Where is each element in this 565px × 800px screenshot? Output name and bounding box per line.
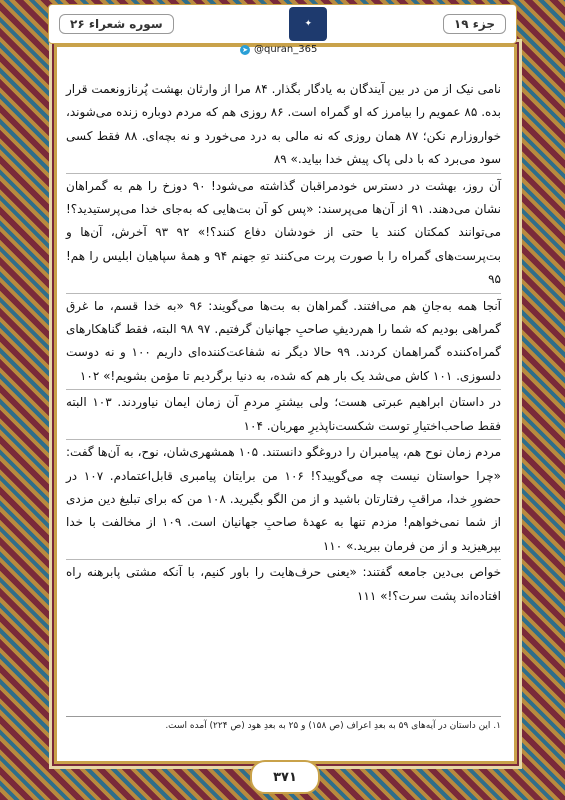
divider [66, 389, 501, 390]
paragraph: مردم زمان نوح هم، پیامبران را دروغگو دانستند. ۱۰۵ همشهری‌شان، نوح، به آن‌ها گفت: «چرا حواستان نیست چه می‌گویید؟! ۱۰۶ من برایتان پیامبری قابل‌اعتمادم. ۱۰۷ در حضورِ خدا، مراقبِ رفتارتان باشید و از من الگو بگیرید. ۱۰۸ من که برای تبلیغ دین مزدی از شما نمی‌خواهم! مزدم تنها به عهدهٔ صاحبِ جهانیان است. ۱۰۹ از مخالفت با خدا بپرهیزید و از من فرمان ببرید.» ۱۱۰ [66, 445, 502, 553]
translation-text [66, 78, 501, 609]
paragraph: آن روز، بهشت در دسترس خودمراقبان گذاشته می‌شود! ۹۰ دوزخ را هم به گمراهان نشان می‌دهند. ۹۱ از آن‌ها می‌پرسند: «پس کو آن بت‌هایی که به‌جای خدا می‌پرستیدید؟! می‌توانند کمکتان کنند یا حتی از خودشان دفاع کنند؟!» ۹۲ ۹۳ آخرش، آن‌ها و بت‌پرست‌های گمراه را با صورت پرت می‌کنند تهِ جهنم ۹۴ و همهٔ سپاهیان ابلیس را هم! ۹۵ [66, 178, 502, 287]
telegram-icon: ➤ [240, 45, 250, 55]
paragraph: نامی نیک از من در بین آیندگان به یادگار بگذار. ۸۴ مرا از وارثان بهشت پُرنازونعمت قرار بده. ۸۵ عمویم را بیامرز که او گمراه است. ۸۶ روزی هم که مردم دوباره زنده می‌شوند، خوار‌وزارم نکن؛ ۸۷ همان روزی که نه مالی به درد می‌خورد و نه بچه‌ای. ۸۸ فقط کسی سود می‌برد که با دلی پاک پیش خدا بیاید.» ۸۹ [66, 82, 501, 167]
paragraph: در داستان ابراهیم عبرتی هست؛ ولی بیشترِ مردمِ آن زمان ایمان نیاوردند. ۱۰۳ البته فقط صاحب‌اختیارِ توست شکست‌ناپذیرِ مهربان. ۱۰۴ [66, 395, 501, 433]
logo-seal: ✦ [289, 7, 327, 41]
divider [66, 559, 501, 560]
divider [66, 173, 501, 174]
channel-name: @quran_365 [254, 44, 318, 55]
juz-label: جزء ۱۹ [443, 14, 506, 34]
page-number: ۳۷۱ [250, 760, 320, 794]
divider [66, 293, 501, 294]
header-bar [48, 4, 517, 44]
surah-label: سوره شعراء ۲۶ [59, 14, 174, 34]
paragraph: آنجا همه به‌جانِ هم می‌افتند. گمراهان به بت‌ها می‌گویند: ۹۶ «به خدا قسم، ما غرق گمراهی بودیم که شما را هم‌ردیفِ صاحبِ جهانیان گرفتیم. ۹۷ ۹۸ البته، فقط گناهکارهای گمراه‌کننده گمراهمان کردند. ۹۹ حالا دیگر نه شفاعت‌کننده‌ای داریم ۱۰۰ و نه دوست دلسوزی. ۱۰۱ کاش می‌شد یک بار هم که شده، به دنیا برگردیم تا مؤمن بشویم!» ۱۰۲ [66, 298, 502, 383]
divider [66, 439, 501, 440]
paragraph: خواص بی‌دین جامعه گفتند: «یعنی حرف‌هایت را باور کنیم، با آنکه مشتی پابرهنه راه افتاده‌اند پشت سرت؟!» ۱۱۱ [66, 565, 501, 603]
channel-handle[interactable] [240, 44, 317, 55]
footnote: ۱. این داستان در آیه‌های ۵۹ به بعدِ اعراف (ص ۱۵۸) و ۲۵ به بعدِ هود (ص ۲۲۴) آمده است. [66, 716, 501, 731]
